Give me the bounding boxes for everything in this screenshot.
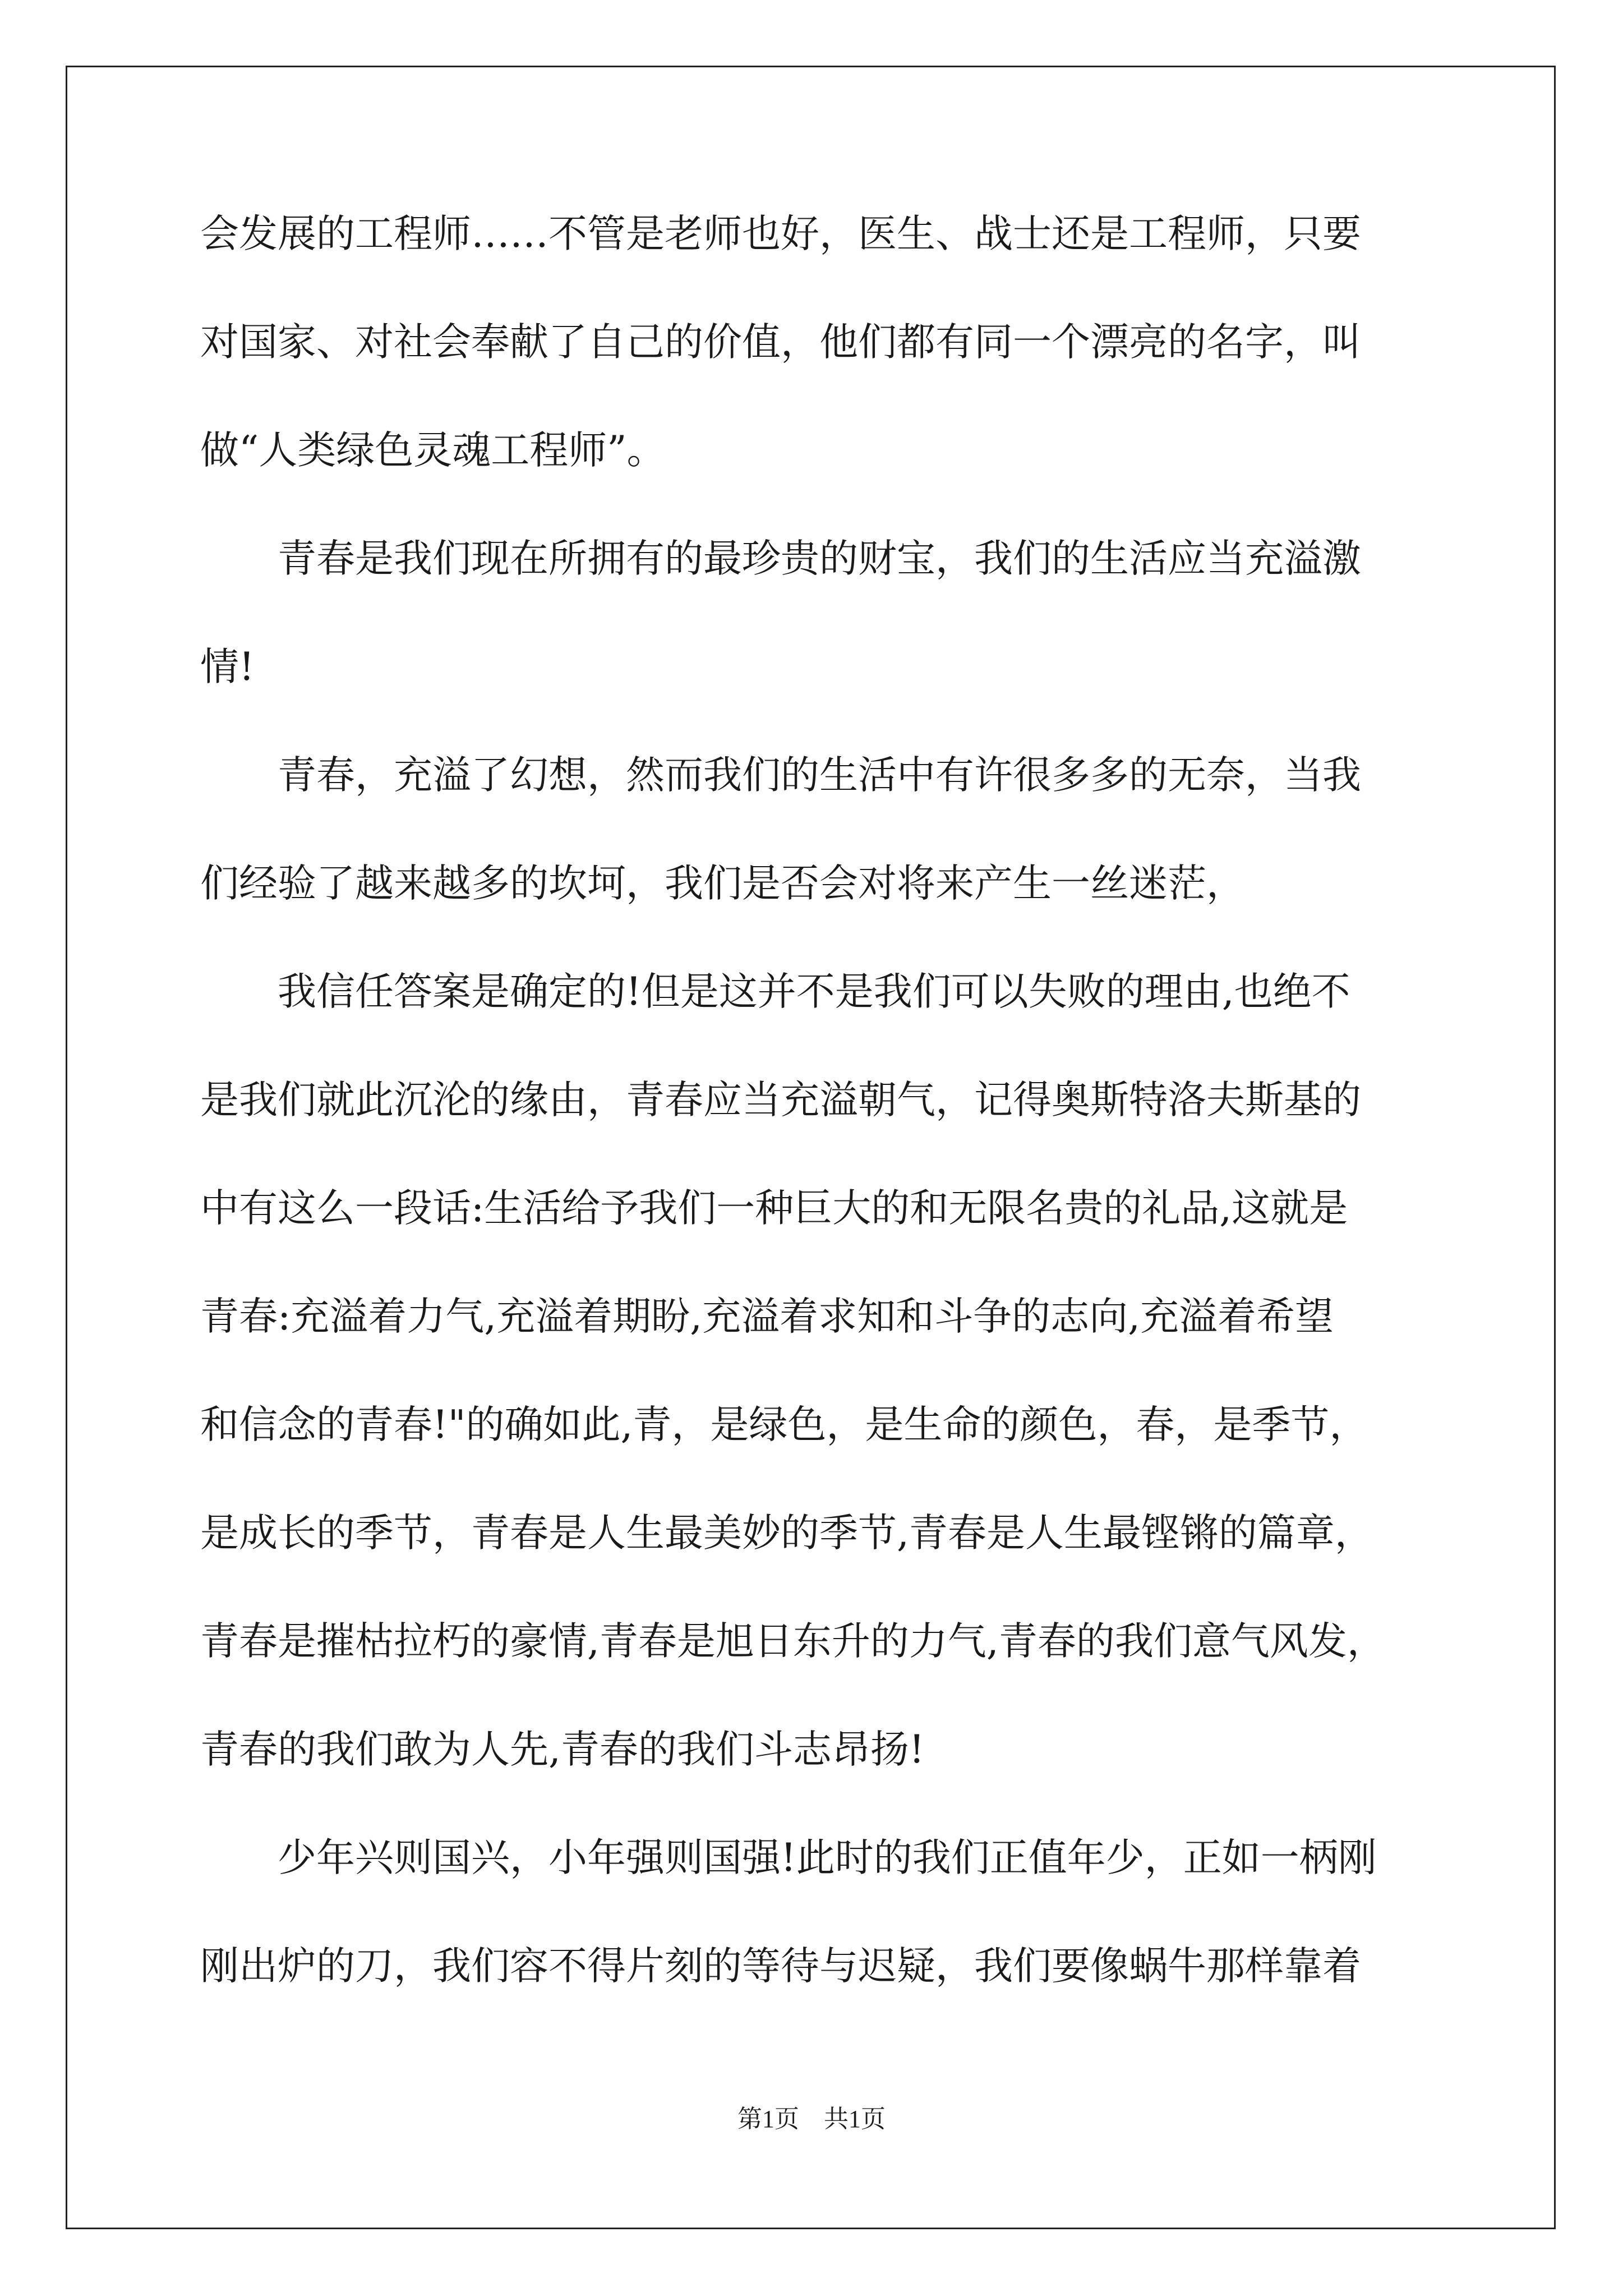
text-line: 们经验了越来越多的坎坷，我们是否会对将来产生一丝迷茫， <box>200 861 1245 906</box>
text-line: 青春是摧枯拉朽的豪情,青春是旭日东升的力气,青春的我们意气风发， <box>200 1619 1386 1664</box>
text-line: 是成长的季节，青春是人生最美妙的季节,青春是人生最铿锵的篇章， <box>200 1511 1373 1556</box>
text-line: 青春，充溢了幻想，然而我们的生活中有许很多多的无奈，当我 <box>200 753 1361 798</box>
page-footer <box>0 2102 1623 2136</box>
text-line: 青春的我们敢为人先,青春的我们斗志昂扬! <box>200 1727 925 1772</box>
text-line: 是我们就此沉沦的缘由，青春应当充溢朝气，记得奥斯特洛夫斯基的 <box>200 1078 1361 1122</box>
page-number: 第1页 <box>737 2105 799 2133</box>
text-line: 和信念的青春!"的确如此,青，是绿色，是生命的颜色，春，是季节， <box>200 1402 1368 1447</box>
text-line: 少年兴则国兴，小年强则国强!此时的我们正值年少，正如一柄刚 <box>200 1835 1377 1880</box>
text-line: 会发展的工程师……不管是老师也好，医生、战士还是工程师，只要 <box>200 211 1361 256</box>
document-body <box>200 208 1434 2048</box>
page-total: 共1页 <box>824 2105 886 2133</box>
text-line: 做“人类绿色灵魂工程师”。 <box>200 428 666 473</box>
text-line: 我信任答案是确定的!但是这并不是我们可以失败的理由,也绝不 <box>200 969 1350 1014</box>
text-line: 青春是我们现在所拥有的最珍贵的财宝，我们的生活应当充溢激 <box>200 536 1361 581</box>
text-line: 刚出炉的刀，我们容不得片刻的等待与迟疑，我们要像蜗牛那样靠着 <box>200 1944 1361 1989</box>
text-line: 中有这么一段话:生活给予我们一种巨大的和无限名贵的礼品,这就是 <box>200 1186 1348 1231</box>
text-line: 青春:充溢着力气,充溢着期盼,充溢着求知和斗争的志向,充溢着希望 <box>200 1294 1334 1339</box>
text-line: 情! <box>200 645 255 689</box>
text-line: 对国家、对社会奉献了自己的价值，他们都有同一个漂亮的名字，叫 <box>200 320 1361 365</box>
